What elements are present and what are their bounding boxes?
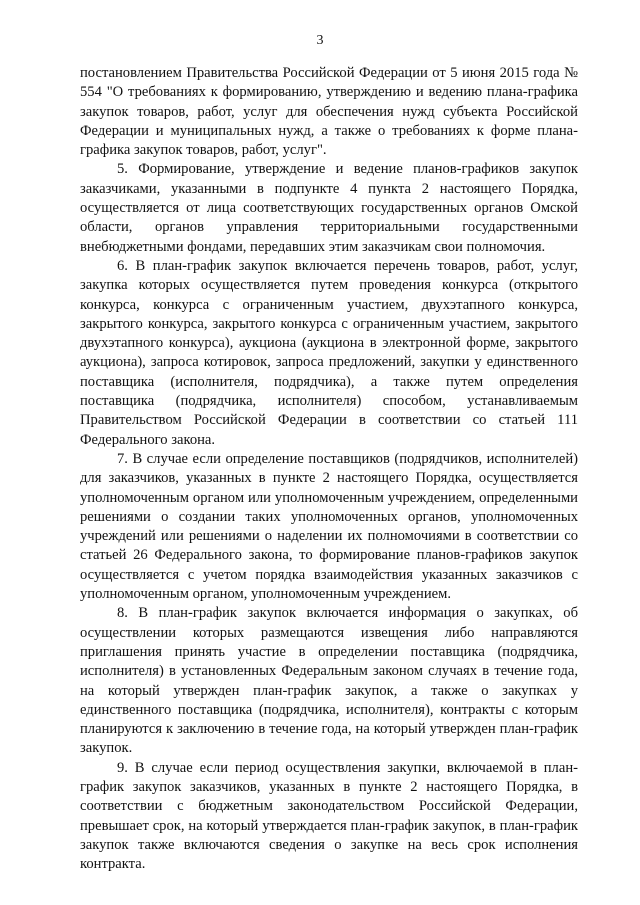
paragraph-item-9: 9. В случае если период осуществления закупки, включаемой в план-график закупок заказчиков, указанных в пункте 2 настоящего Порядка, в соответствии с бюджетным законодательством Российской Федерации, превышает срок, на который утверждается план-график закупок, в план-график закупок также включаются сведения о закупке на весь срок исполнения контракта. [80,759,578,873]
page-number: 3 [316,33,324,48]
paragraph-item-7: 7. В случае если определение поставщиков (подрядчиков, исполнителей) для заказчиков, указанных в пункте 2 настоящего Порядка, осуществляется уполномоченным органом или уполномоченным учреждением, определенными решениями о создании таких уполномоченных органов, уполномоченных учреждений или решениями о наделении их полномочиями в соответствии со статьей 26 Федерального закона, то формирование планов-графиков закупок осуществляется с учетом порядка взаимодействия указанных заказчиков с уполномоченным органом, уполномоченным учреждением. [80,450,578,603]
document-body [80,64,578,874]
paragraph-item-8: 8. В план-график закупок включается информация о закупках, об осуществлении которых размещаются извещения либо направляются приглашения принять участие в определении поставщика (подрядчика, исполнителя) в установленных Федеральным законом случаях в течение года, на который утвержден план-график закупок, а также о закупках у единственного поставщика (подрядчика, исполнителя), контракты с которым планируются к заключению в течение года, на который утвержден план-график закупок. [80,605,578,757]
paragraph-item-5: 5. Формирование, утверждение и ведение планов-графиков закупок заказчиками, указанными в подпункте 4 пункта 2 настоящего Порядка, осуществляется от лица соответствующих государственных органов Омской области, органов управления территориальными государственными внебюджетными фондами, передавших этим заказчикам свои полномочия. [80,161,578,255]
paragraph-item-6: 6. В план-график закупок включается перечень товаров, работ, услуг, закупка которых осуществляется путем проведения конкурса (открытого конкурса, конкурса с ограниченным участием, двухэтапного конкурса, закрытого конкурса, закрытого конкурса с ограниченным участием, закрытого двухэтапного конкурса), аукциона (аукциона в электронной форме, закрытого аукциона), запроса котировок, запроса предложений, закупки у единственного поставщика (исполнителя, подрядчика), а также путем определения поставщика (подрядчика, исполнителя) способом, устанавливаемым Правительством Российской Федерации в соответствии со статьей 111 Федерального закона. [80,257,578,448]
paragraph-continuation: постановлением Правительства Российской Федерации от 5 июня 2015 года № 554 "О требованиях к формированию, утверждению и ведению плана-графика закупок товаров, работ, услуг для обеспечения нужд субъекта Российской Федерации и муниципальных нужд, а также о требованиях к форме плана-графика закупок товаров, работ, услуг". [80,65,578,159]
